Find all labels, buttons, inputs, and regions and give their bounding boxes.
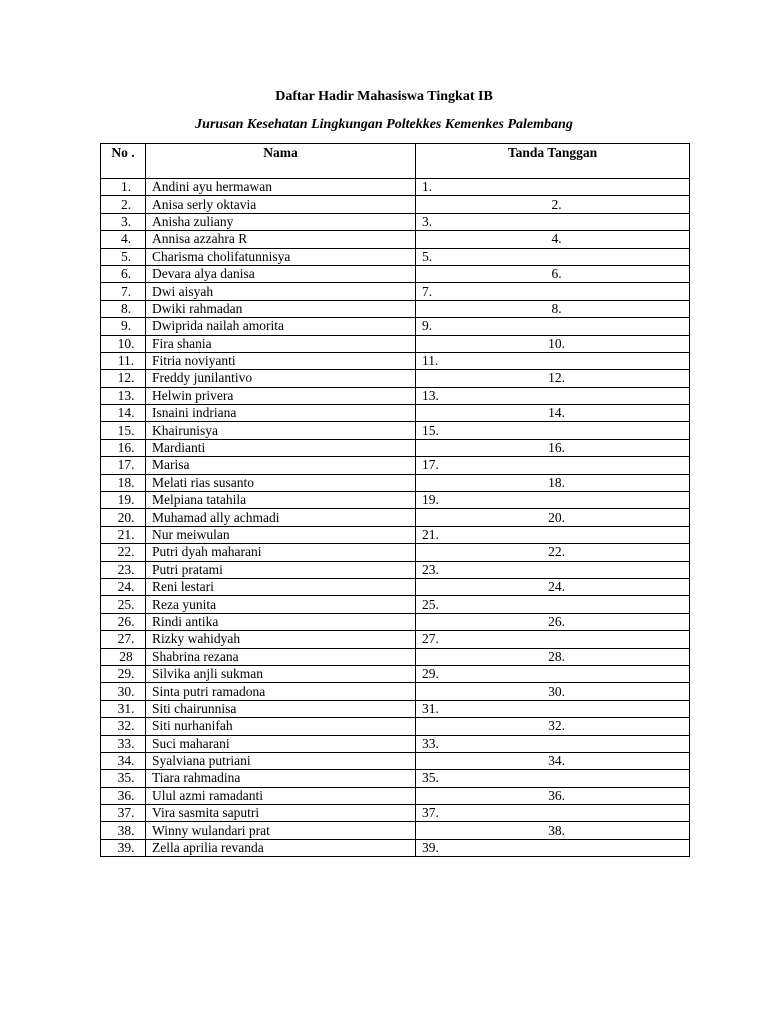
signature-number: 35. <box>422 770 439 786</box>
table-row <box>101 492 690 509</box>
table-row <box>101 561 690 578</box>
student-name: Mardianti <box>146 439 416 456</box>
signature-number: 4. <box>551 231 562 247</box>
attendance-table-body <box>101 179 690 857</box>
student-name: Charisma cholifatunnisya <box>146 248 416 265</box>
table-row <box>101 700 690 717</box>
signature-number: 20. <box>548 509 565 525</box>
student-name: Anisa serly oktavia <box>146 196 416 213</box>
signature-cell <box>416 631 690 648</box>
row-number: 11. <box>101 352 146 369</box>
row-number: 8. <box>101 300 146 317</box>
student-name: Shabrina rezana <box>146 648 416 665</box>
header-name: Nama <box>146 144 416 179</box>
signature-cell <box>416 405 690 422</box>
table-row <box>101 248 690 265</box>
signature-cell <box>416 300 690 317</box>
signature-cell <box>416 787 690 804</box>
table-row <box>101 613 690 630</box>
student-name: Rizky wahidyah <box>146 631 416 648</box>
row-number: 30. <box>101 683 146 700</box>
signature-number: 17. <box>422 457 439 473</box>
student-name: Winny wulandari prat <box>146 822 416 839</box>
table-row <box>101 718 690 735</box>
student-name: Syalviana putriani <box>146 752 416 769</box>
table-row <box>101 805 690 822</box>
signature-number: 3. <box>422 213 433 229</box>
student-name: Fira shania <box>146 335 416 352</box>
table-row <box>101 787 690 804</box>
student-name: Dwiki rahmadan <box>146 300 416 317</box>
student-name: Dwi aisyah <box>146 283 416 300</box>
row-number: 28 <box>101 648 146 665</box>
signature-cell <box>416 770 690 787</box>
table-row <box>101 683 690 700</box>
table-row <box>101 752 690 769</box>
signature-number: 14. <box>548 405 565 421</box>
row-number: 24. <box>101 578 146 595</box>
row-number: 39. <box>101 839 146 856</box>
signature-cell <box>416 613 690 630</box>
table-row <box>101 387 690 404</box>
table-row <box>101 509 690 526</box>
row-number: 36. <box>101 787 146 804</box>
signature-number: 13. <box>422 387 439 403</box>
table-row <box>101 648 690 665</box>
row-number: 29. <box>101 665 146 682</box>
student-name: Putri dyah maharani <box>146 544 416 561</box>
student-name: Suci maharani <box>146 735 416 752</box>
signature-cell <box>416 439 690 456</box>
row-number: 16. <box>101 439 146 456</box>
student-name: Marisa <box>146 457 416 474</box>
row-number: 20. <box>101 509 146 526</box>
row-number: 18. <box>101 474 146 491</box>
signature-cell <box>416 318 690 335</box>
student-name: Khairunisya <box>146 422 416 439</box>
signature-number: 16. <box>548 440 565 456</box>
student-name: Fitria noviyanti <box>146 352 416 369</box>
signature-cell <box>416 492 690 509</box>
row-number: 14. <box>101 405 146 422</box>
table-row <box>101 578 690 595</box>
signature-cell <box>416 196 690 213</box>
table-row <box>101 770 690 787</box>
table-row <box>101 318 690 335</box>
student-name: Silvika anjli sukman <box>146 665 416 682</box>
student-name: Rindi antika <box>146 613 416 630</box>
table-row <box>101 179 690 196</box>
signature-number: 10. <box>548 335 565 351</box>
table-row <box>101 822 690 839</box>
signature-cell <box>416 561 690 578</box>
signature-number: 30. <box>548 683 565 699</box>
signature-number: 5. <box>422 248 433 264</box>
signature-number: 1. <box>422 179 433 195</box>
row-number: 37. <box>101 805 146 822</box>
signature-number: 31. <box>422 700 439 716</box>
table-row <box>101 213 690 230</box>
signature-cell <box>416 683 690 700</box>
signature-cell <box>416 335 690 352</box>
signature-number: 23. <box>422 561 439 577</box>
student-name: Andini ayu hermawan <box>146 179 416 196</box>
signature-cell <box>416 752 690 769</box>
row-number: 2. <box>101 196 146 213</box>
signature-cell <box>416 805 690 822</box>
signature-cell <box>416 822 690 839</box>
table-row <box>101 265 690 282</box>
signature-cell <box>416 735 690 752</box>
table-row <box>101 300 690 317</box>
table-row <box>101 735 690 752</box>
table-row <box>101 231 690 248</box>
student-name: Tiara rahmadina <box>146 770 416 787</box>
student-name: Reni lestari <box>146 578 416 595</box>
student-name: Melati rias susanto <box>146 474 416 491</box>
row-number: 6. <box>101 265 146 282</box>
signature-cell <box>416 700 690 717</box>
signature-cell <box>416 578 690 595</box>
signature-number: 2. <box>551 196 562 212</box>
row-number: 32. <box>101 718 146 735</box>
signature-number: 32. <box>548 718 565 734</box>
signature-cell <box>416 648 690 665</box>
signature-number: 29. <box>422 666 439 682</box>
signature-cell <box>416 457 690 474</box>
row-number: 17. <box>101 457 146 474</box>
document-title: Daftar Hadir Mahasiswa Tingkat IB <box>275 89 493 104</box>
student-name: Ulul azmi ramadanti <box>146 787 416 804</box>
row-number: 34. <box>101 752 146 769</box>
row-number: 27. <box>101 631 146 648</box>
student-name: Zella aprilia revanda <box>146 839 416 856</box>
signature-number: 7. <box>422 283 433 299</box>
attendance-table <box>100 143 690 857</box>
row-number: 13. <box>101 387 146 404</box>
signature-cell <box>416 422 690 439</box>
signature-number: 9. <box>422 318 433 334</box>
student-name: Putri pratami <box>146 561 416 578</box>
table-row <box>101 457 690 474</box>
signature-number: 36. <box>548 787 565 803</box>
signature-cell <box>416 265 690 282</box>
table-row <box>101 596 690 613</box>
student-name: Isnaini indriana <box>146 405 416 422</box>
table-row <box>101 439 690 456</box>
row-number: 22. <box>101 544 146 561</box>
signature-number: 21. <box>422 527 439 542</box>
signature-cell <box>416 283 690 300</box>
header-no: No . <box>101 144 146 179</box>
student-name: Freddy junilantivo <box>146 370 416 387</box>
student-name: Siti nurhanifah <box>146 718 416 735</box>
row-number: 21. <box>101 526 146 543</box>
table-row <box>101 544 690 561</box>
signature-number: 24. <box>548 579 565 595</box>
row-number: 5. <box>101 248 146 265</box>
document-subtitle: Jurusan Kesehatan Lingkungan Poltekkes Kemenkes Palembang <box>195 117 573 132</box>
row-number: 38. <box>101 822 146 839</box>
table-row <box>101 422 690 439</box>
signature-number: 27. <box>422 631 439 647</box>
signature-number: 8. <box>551 300 562 316</box>
row-number: 33. <box>101 735 146 752</box>
signature-number: 38. <box>548 822 565 838</box>
row-number: 9. <box>101 318 146 335</box>
table-row <box>101 526 690 543</box>
signature-cell <box>416 544 690 561</box>
signature-number: 6. <box>551 266 562 282</box>
row-number: 35. <box>101 770 146 787</box>
signature-cell <box>416 352 690 369</box>
signature-number: 33. <box>422 735 439 751</box>
student-name: Nur meiwulan <box>146 526 416 543</box>
signature-cell <box>416 596 690 613</box>
signature-number: 15. <box>422 422 439 438</box>
row-number: 10. <box>101 335 146 352</box>
student-name: Helwin privera <box>146 387 416 404</box>
table-row <box>101 370 690 387</box>
signature-number: 39. <box>422 840 439 856</box>
row-number: 12. <box>101 370 146 387</box>
table-row <box>101 335 690 352</box>
student-name: Reza yunita <box>146 596 416 613</box>
table-row <box>101 839 690 856</box>
signature-cell <box>416 474 690 491</box>
signature-number: 19. <box>422 492 439 508</box>
signature-number: 28. <box>548 648 565 664</box>
row-number: 31. <box>101 700 146 717</box>
student-name: Anisha zuliany <box>146 213 416 230</box>
row-number: 7. <box>101 283 146 300</box>
table-row <box>101 665 690 682</box>
signature-number: 22. <box>548 544 565 560</box>
row-number: 4. <box>101 231 146 248</box>
table-row <box>101 283 690 300</box>
signature-number: 11. <box>422 353 439 369</box>
student-name: Vira sasmita saputri <box>146 805 416 822</box>
signature-cell <box>416 665 690 682</box>
student-name: Annisa azzahra R <box>146 231 416 248</box>
signature-cell <box>416 718 690 735</box>
signature-number: 25. <box>422 596 439 612</box>
signature-cell <box>416 179 690 196</box>
row-number: 19. <box>101 492 146 509</box>
signature-cell <box>416 213 690 230</box>
header-signature: Tanda Tanggan <box>416 144 690 179</box>
signature-cell <box>416 526 690 543</box>
signature-number: 34. <box>548 753 565 769</box>
row-number: 3. <box>101 213 146 230</box>
signature-number: 37. <box>422 805 439 821</box>
table-row <box>101 474 690 491</box>
table-row <box>101 631 690 648</box>
student-name: Siti chairunnisa <box>146 700 416 717</box>
row-number: 1. <box>101 179 146 196</box>
table-row <box>101 352 690 369</box>
signature-cell <box>416 509 690 526</box>
attendance-table-header <box>101 144 690 179</box>
header-row <box>101 144 690 179</box>
table-row <box>101 196 690 213</box>
signature-cell <box>416 231 690 248</box>
row-number: 15. <box>101 422 146 439</box>
row-number: 23. <box>101 561 146 578</box>
signature-cell <box>416 387 690 404</box>
signature-number: 12. <box>548 370 565 386</box>
student-name: Devara alya danisa <box>146 265 416 282</box>
table-row <box>101 405 690 422</box>
signature-number: 18. <box>548 474 565 490</box>
student-name: Melpiana tatahila <box>146 492 416 509</box>
signature-cell <box>416 839 690 856</box>
signature-cell <box>416 248 690 265</box>
student-name: Muhamad ally achmadi <box>146 509 416 526</box>
row-number: 26. <box>101 613 146 630</box>
row-number: 25. <box>101 596 146 613</box>
signature-number: 26. <box>548 613 565 629</box>
signature-cell <box>416 370 690 387</box>
student-name: Dwiprida nailah amorita <box>146 318 416 335</box>
student-name: Sinta putri ramadona <box>146 683 416 700</box>
